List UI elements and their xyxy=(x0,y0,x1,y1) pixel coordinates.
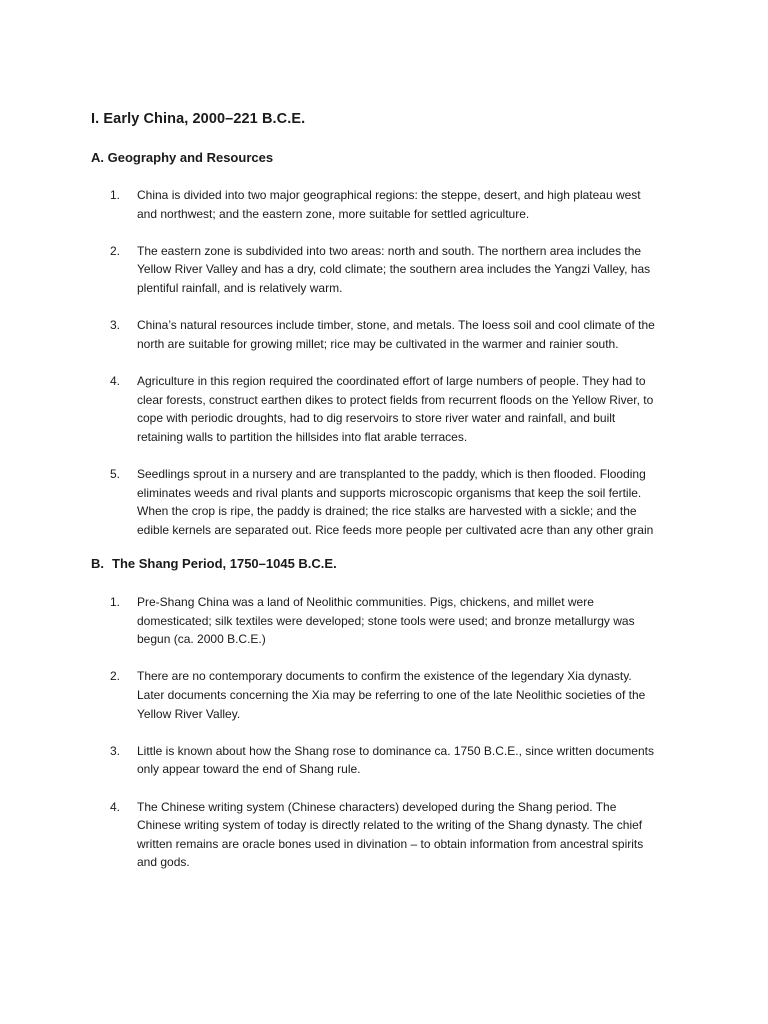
item-text-line: Yellow River Valley and has a dry, cold climate; the southern area includes the Yangzi Valley, has xyxy=(137,262,651,277)
section-b-title: The Shang Period, 1750–1045 B.C.E. xyxy=(112,556,337,571)
document-title: I. Early China, 2000–221 B.C.E. xyxy=(91,111,306,127)
item-text-line: Chinese writing system of today is directly related to the writing of the Shang dynasty. The chief xyxy=(137,818,643,833)
list-item xyxy=(110,465,690,539)
list-item xyxy=(110,593,690,649)
list-item xyxy=(110,186,690,223)
item-text-line: and northwest; and the eastern zone, more suitable for settled agriculture. xyxy=(137,206,530,221)
item-text-line: retaining walls to partition the hillsides into flat arable terraces. xyxy=(137,429,468,444)
item-text-line: and gods. xyxy=(137,855,190,870)
item-text-line: When the crop is ripe, the paddy is drained; the rice stalks are harvested with a sickle; and the xyxy=(137,504,637,519)
item-number: 3. xyxy=(110,318,121,333)
item-number: 4. xyxy=(110,373,121,388)
item-text-line: written remains are oracle bones used in divination – to obtain information from ancestral spirits xyxy=(137,836,644,851)
item-text-line: domesticated; silk textiles were developed; stone tools were used; and bronze metallurgy was xyxy=(137,613,635,628)
item-number: 4. xyxy=(110,799,121,814)
list-item xyxy=(110,667,690,723)
item-text-line: China is divided into two major geographical regions: the steppe, desert, and high plateau west xyxy=(137,188,641,202)
item-text-line: There are no contemporary documents to confirm the existence of the legendary Xia dynasty. xyxy=(137,669,632,684)
item-number: 1. xyxy=(110,188,121,202)
section-b-heading xyxy=(91,556,337,571)
section-a-heading xyxy=(91,150,273,165)
item-text-line: only appear toward the end of Shang rule. xyxy=(137,762,361,777)
section-a-list xyxy=(110,186,690,558)
item-number: 1. xyxy=(110,595,121,609)
item-text-line: Later documents concerning the Xia may be referring to one of the late Neolithic societies of the xyxy=(137,687,646,702)
item-number: 5. xyxy=(110,466,121,481)
item-text-line: plentiful rainfall, and is relatively warm. xyxy=(137,280,343,295)
section-a-title: Geography and Resources xyxy=(107,150,274,165)
list-item xyxy=(110,242,690,298)
item-text-line: China’s natural resources include timber, stone, and metals. The loess soil and cool climate of the xyxy=(137,318,655,333)
item-number: 3. xyxy=(110,743,121,758)
item-text-line: clear forests, construct earthen dikes to protect fields from recurrent floods on the Yellow River, to xyxy=(137,392,654,407)
item-text-line: Agriculture in this region required the coordinated effort of large numbers of people. They had to xyxy=(137,373,646,388)
section-a-letter: A. xyxy=(91,150,104,165)
list-item xyxy=(110,798,690,872)
item-number: 2. xyxy=(110,669,121,684)
item-text-line: Yellow River Valley. xyxy=(137,706,241,721)
item-text-line: Seedlings sprout in a nursery and are transplanted to the paddy, which is then flooded. Flooding xyxy=(137,466,646,481)
list-item xyxy=(110,742,690,779)
item-text-line: eliminates weeds and rival plants and supports microscopic organisms that keep the soil fertile. xyxy=(137,485,642,500)
item-text-line: north are suitable for growing millet; rice may be cultivated in the warmer and rainier south. xyxy=(137,336,619,351)
item-text-line: The eastern zone is subdivided into two areas: north and south. The northern area includes the xyxy=(137,243,642,258)
section-b-list xyxy=(110,593,690,891)
list-item xyxy=(110,372,690,446)
item-text-line: edible kernels are separated out. Rice feeds more people per cultivated acre than any other grain xyxy=(137,522,654,537)
item-text-line: Pre-Shang China was a land of Neolithic communities. Pigs, chickens, and millet were xyxy=(137,595,594,609)
item-text-line: cope with periodic droughts, had to dig reservoirs to store river water and rainfall, and built xyxy=(137,411,616,426)
list-item xyxy=(110,316,690,353)
item-text-line: Little is known about how the Shang rose to dominance ca. 1750 B.C.E., since written documents xyxy=(137,743,654,758)
item-text-line: The Chinese writing system (Chinese characters) developed during the Shang period. The xyxy=(137,799,617,814)
section-b-letter: B. xyxy=(91,556,104,571)
item-number: 2. xyxy=(110,243,121,258)
item-text-line: begun (ca. 2000 B.C.E.) xyxy=(137,632,266,647)
